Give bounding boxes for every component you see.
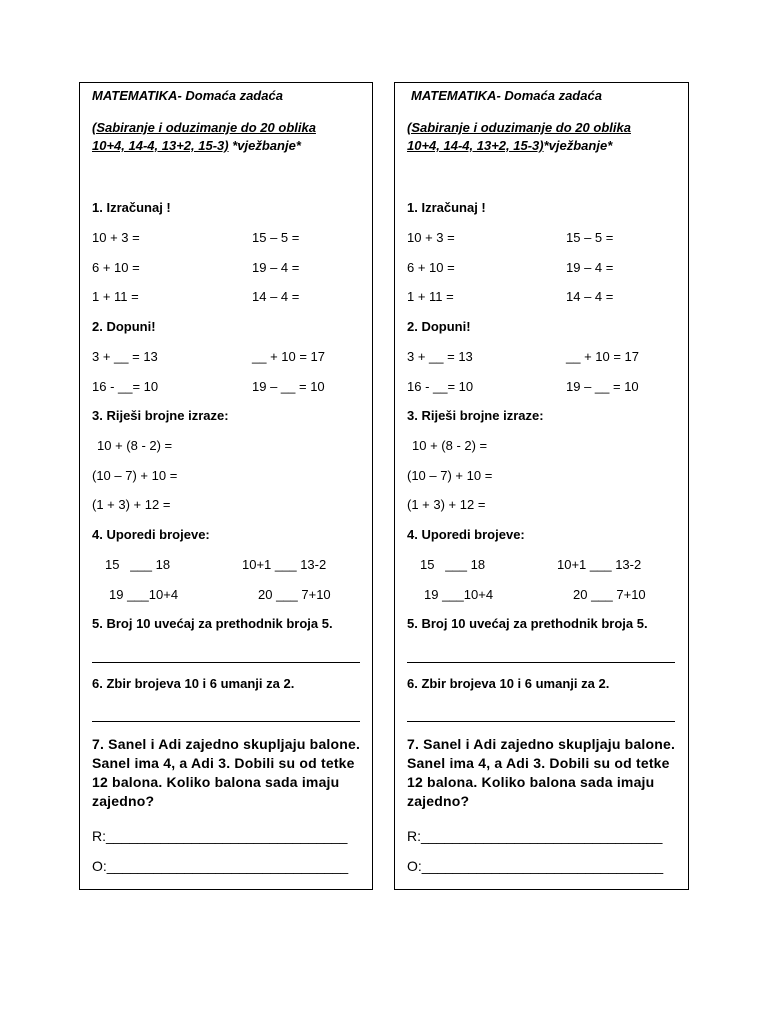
q4-compare: 20 ___ 7+10 — [573, 587, 646, 602]
q1-expr: 6 + 10 = — [407, 260, 455, 275]
q4-compare: 20 ___ 7+10 — [258, 587, 331, 602]
worksheet-title: MATEMATIKA- Domaća zadaća — [92, 88, 283, 103]
q5-heading: 5. Broj 10 uvećaj za prethodnik broja 5. — [92, 616, 333, 631]
q3-expr: (10 – 7) + 10 = — [92, 468, 178, 483]
worksheet-subtitle-line1: (Sabiranje i oduzimanje do 20 oblika — [407, 120, 631, 135]
worksheet-card-right — [394, 82, 689, 890]
q3-expr: (1 + 3) + 12 = — [92, 497, 171, 512]
q1-expr: 14 – 4 = — [566, 289, 614, 304]
q2-heading: 2. Dopuni! — [92, 319, 156, 334]
q1-expr: 10 + 3 = — [407, 230, 455, 245]
answer-line — [92, 721, 360, 722]
q4-compare: 15 ___ 18 — [420, 557, 486, 572]
q1-expr: 19 – 4 = — [566, 260, 614, 275]
worksheet-subtitle-line2: 10+4, 14-4, 13+2, 15-3)*vježbanje* — [407, 138, 613, 153]
q2-expr: 19 – __ = 10 — [252, 379, 325, 394]
q1-expr: 10 + 3 = — [92, 230, 140, 245]
q1-expr: 15 – 5 = — [566, 230, 614, 245]
q6-heading: 6. Zbir brojeva 10 i 6 umanji za 2. — [407, 676, 610, 691]
q3-expr: (1 + 3) + 12 = — [407, 497, 486, 512]
q3-expr: 10 + (8 - 2) = — [97, 438, 173, 453]
worksheet-subtitle-line1: (Sabiranje i oduzimanje do 20 oblika — [92, 120, 316, 135]
q5-heading: 5. Broj 10 uvećaj za prethodnik broja 5. — [407, 616, 648, 631]
answer-line — [407, 662, 675, 663]
q1-expr: 14 – 4 = — [252, 289, 300, 304]
q1-expr: 1 + 11 = — [407, 289, 454, 304]
q1-expr: 1 + 11 = — [92, 289, 139, 304]
q4-compare: 19 ___10+4 — [424, 587, 494, 602]
q2-expr: 3 + __ = 13 — [407, 349, 473, 364]
q7-answer-o: O:_______________________________ — [407, 858, 664, 874]
q7-answer-o: O:_______________________________ — [92, 858, 349, 874]
q7-word-problem: 7. Sanel i Adi zajedno skupljaju balone. Sanel ima 4, a Adi 3. Dobili su od tetke 12 balona. Koliko balona sada imaju zajedno? — [407, 736, 676, 809]
q4-compare: 10+1 ___ 13-2 — [557, 557, 642, 572]
q2-expr: __ + 10 = 17 — [252, 349, 326, 364]
q7-answer-r: R:_______________________________ — [92, 828, 348, 844]
q2-heading: 2. Dopuni! — [407, 319, 471, 334]
worksheet-subtitle-line2: 10+4, 14-4, 13+2, 15-3) *vježbanje* — [92, 138, 301, 153]
q4-compare: 19 ___10+4 — [109, 587, 179, 602]
q2-expr: 19 – __ = 10 — [566, 379, 639, 394]
q4-compare: 10+1 ___ 13-2 — [242, 557, 327, 572]
q2-expr: 16 - __= 10 — [92, 379, 159, 394]
q3-heading: 3. Riješi brojne izraze: — [92, 408, 229, 423]
q3-heading: 3. Riješi brojne izraze: — [407, 408, 544, 423]
worksheet-card-left — [79, 82, 373, 890]
q4-compare: 15 ___ 18 — [105, 557, 171, 572]
answer-line — [92, 662, 360, 663]
q2-expr: __ + 10 = 17 — [566, 349, 640, 364]
q1-expr: 15 – 5 = — [252, 230, 300, 245]
q4-heading: 4. Uporedi brojeve: — [407, 527, 525, 542]
q3-expr: 10 + (8 - 2) = — [412, 438, 488, 453]
q7-answer-r: R:_______________________________ — [407, 828, 663, 844]
q2-expr: 16 - __= 10 — [407, 379, 474, 394]
answer-line — [407, 721, 675, 722]
q7-word-problem: 7. Sanel i Adi zajedno skupljaju balone. Sanel ima 4, a Adi 3. Dobili su od tetke 12 balona. Koliko balona sada imaju zajedno? — [92, 736, 361, 809]
q1-expr: 6 + 10 = — [92, 260, 140, 275]
q1-heading: 1. Izračunaj ! — [92, 200, 171, 215]
q4-heading: 4. Uporedi brojeve: — [92, 527, 210, 542]
q3-expr: (10 – 7) + 10 = — [407, 468, 493, 483]
worksheet-title: MATEMATIKA- Domaća zadaća — [411, 88, 602, 103]
q1-expr: 19 – 4 = — [252, 260, 300, 275]
q1-heading: 1. Izračunaj ! — [407, 200, 486, 215]
q6-heading: 6. Zbir brojeva 10 i 6 umanji za 2. — [92, 676, 295, 691]
q2-expr: 3 + __ = 13 — [92, 349, 158, 364]
